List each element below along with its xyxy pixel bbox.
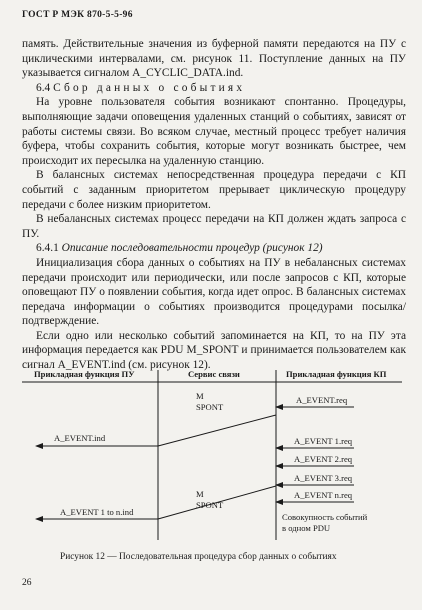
col-mid-label: Сервис связи xyxy=(188,369,240,379)
paragraph: память. Действительные значения из буферной памяти передаются на ПУ с циклическими интервалами, см. рисунок 11. Поступление данных на ПУ указывается сигналом A_CYCLIC_DATA.ind. xyxy=(22,38,406,80)
page-number: 26 xyxy=(22,578,32,588)
paragraph: На уровне пользователя события возникают спонтанно. Процедуры, выполняющие задачи оповещения удаленных станций о событиях, зависят от работы системы связи. Во всяком случае, местный процесс требует наличия буфера, чтобы сохранить события, которые могут возникать быстрее, чем происходит их пересылка на удаленную станцию. xyxy=(22,96,406,167)
event-ind-label: A_EVENT.ind xyxy=(54,433,106,443)
spont-label-1-bottom: SPONT xyxy=(196,402,224,412)
event-n-label: A_EVENT n.req xyxy=(294,490,353,500)
spont-label-1-top: M xyxy=(196,391,204,401)
figure-caption: Рисунок 12 — Последовательная процедура сбор данных о событиях xyxy=(60,552,337,562)
paragraph: Инициализация сбора данных о событиях на ПУ в небалансных системах передачи происходит или периодически, или после запросов с КП, которые оповещают ПУ о появлении события, когда идет опрос. В балансных системах передача информации о событиях производится процедурами посылка/подтверждение. xyxy=(22,256,406,328)
spont-label-2-top: M xyxy=(196,489,204,499)
paragraph: В небалансных системах процесс передачи на КП должен ждать запроса с ПУ. xyxy=(22,213,406,240)
event-2-label: A_EVENT 2.req xyxy=(294,454,353,464)
aggregate-label-2: в одном PDU xyxy=(282,523,331,533)
paragraph: В балансных системах непосредственная процедура передачи с КП событий с заданным приоритетом прерывает циклическую процедуру передачи с более низким приоритетом. xyxy=(22,169,406,211)
event-range-label: A_EVENT 1 to n.ind xyxy=(60,507,134,517)
page-header: ГОСТ Р МЭК 870-5-5-96 xyxy=(22,10,133,20)
spont-label-2-bottom: SPONT xyxy=(196,500,224,510)
section-heading-6-4-1: 6.4.1 Описание последовательности процедур (рисунок 12) xyxy=(36,242,323,255)
col-left-label: Прикладная функция ПУ xyxy=(34,369,135,379)
col-right-label: Прикладная функция КП xyxy=(286,369,387,379)
event-3-label: A_EVENT 3.req xyxy=(294,473,353,483)
event-req-label: A_EVENT.req xyxy=(296,395,348,405)
section-heading-6-4: 6.4 Сбор данных о событиях xyxy=(36,81,246,94)
paragraph: Если одно или несколько событий запоминается на КП, то на ПУ эта информация передается как PDU M_SPONT и принимается пользователем как сигнал A_EVENT.ind (см. рисунок 12). xyxy=(22,329,406,372)
spont-slant-1 xyxy=(158,415,276,446)
aggregate-label-1: Совокупность событий xyxy=(282,512,368,522)
event-1-label: A_EVENT 1.req xyxy=(294,436,353,446)
